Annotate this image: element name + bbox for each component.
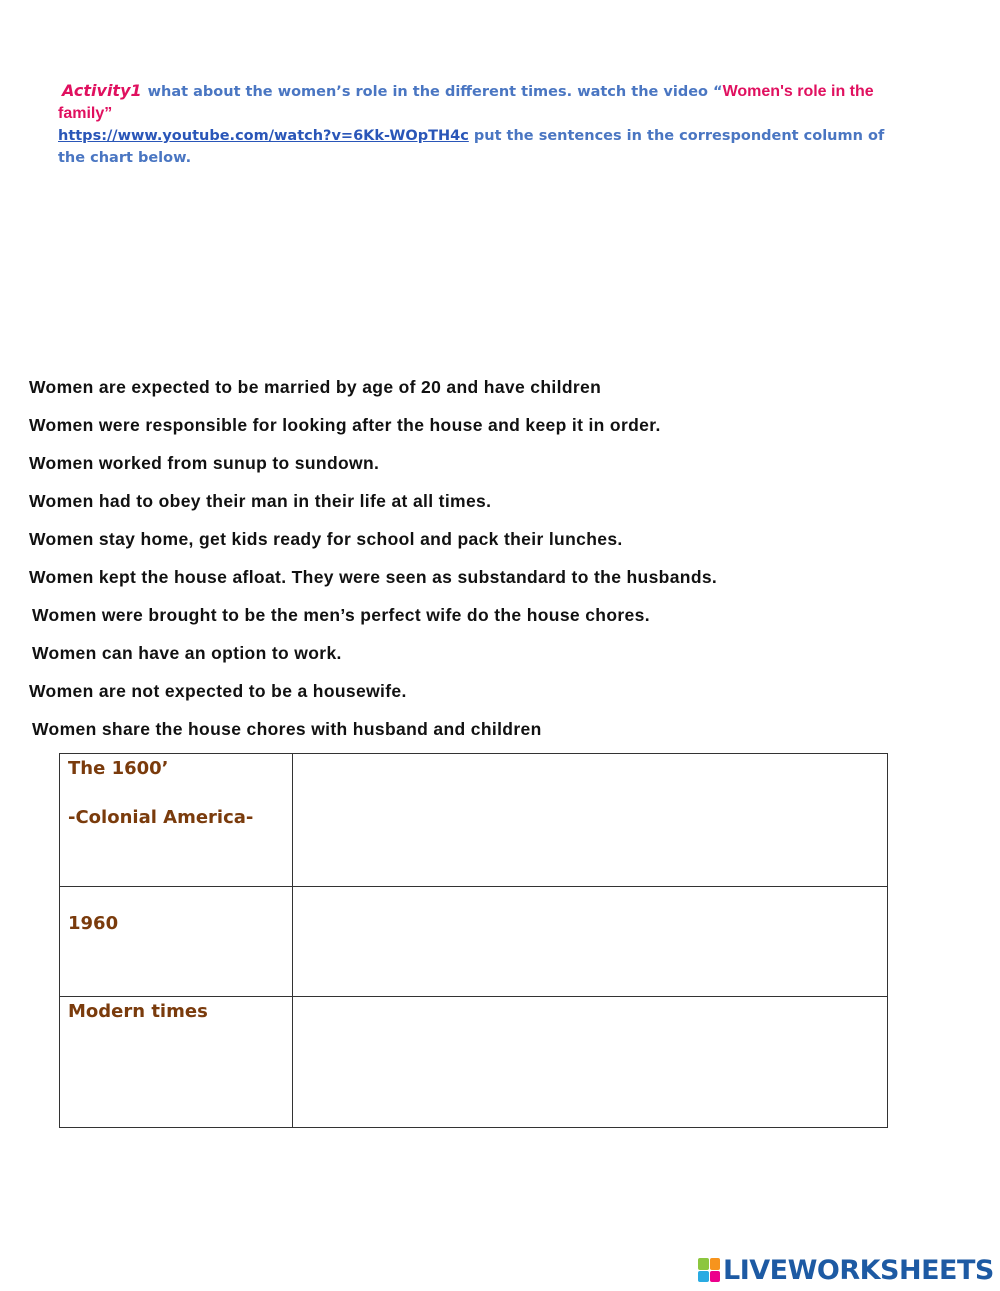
activity-instructions xyxy=(58,80,908,169)
period-label xyxy=(60,997,293,1128)
chart-row-colonial xyxy=(60,754,888,887)
sentence-item[interactable]: Women had to obey their man in their life at all times. xyxy=(29,491,492,511)
sentence-item[interactable]: Women worked from sunup to sundown. xyxy=(29,453,380,473)
period-label xyxy=(60,887,293,997)
chart-row-modern xyxy=(60,997,888,1128)
sentence-item[interactable]: Women share the house chores with husband and children xyxy=(32,719,542,739)
period-label xyxy=(60,754,293,887)
period-label-line: 1960 xyxy=(68,913,119,934)
video-link[interactable]: https://www.youtube.com/watch?v=6Kk-WOpTH4c xyxy=(58,128,469,144)
instruction-period: . xyxy=(185,150,192,166)
instruction-text: what about the women’s role in the different times. watch the video “ xyxy=(147,84,723,100)
sorting-chart xyxy=(59,753,888,1128)
instruction-end-text: put the sentences in the correspondent column of the chart below xyxy=(58,128,885,166)
period-label-line: Modern times xyxy=(68,1001,208,1022)
activity-label: Activity1 xyxy=(62,81,142,100)
sentence-item[interactable]: Women were brought to be the men’s perfect wife do the house chores. xyxy=(32,605,650,625)
sentence-item[interactable]: Women can have an option to work. xyxy=(32,643,342,663)
sentence-item[interactable]: Women kept the house afloat. They were seen as substandard to the husbands. xyxy=(29,567,718,587)
liveworksheets-logo xyxy=(698,1256,994,1284)
quote-close: ” xyxy=(104,105,113,122)
liveworksheets-logo-icon xyxy=(698,1258,720,1282)
period-label-line: The 1600’ xyxy=(68,758,169,779)
chart-row-1960 xyxy=(60,887,888,997)
sentence-item[interactable]: Women are expected to be married by age of 20 and have children xyxy=(29,377,602,397)
drop-zone-modern[interactable] xyxy=(293,997,888,1128)
brand-name: LIVEWORKSHEETS xyxy=(723,1254,994,1286)
period-label-subtitle: -Colonial America- xyxy=(68,807,254,828)
sentence-item[interactable]: Women were responsible for looking after the house and keep it in order. xyxy=(29,415,661,435)
sentence-item[interactable]: Women are not expected to be a housewife. xyxy=(29,681,407,701)
drop-zone-colonial[interactable] xyxy=(293,754,888,887)
video-title: Women's role in the family xyxy=(58,83,874,122)
sentence-item[interactable]: Women stay home, get kids ready for school and pack their lunches. xyxy=(29,529,623,549)
drop-zone-1960[interactable] xyxy=(293,887,888,997)
